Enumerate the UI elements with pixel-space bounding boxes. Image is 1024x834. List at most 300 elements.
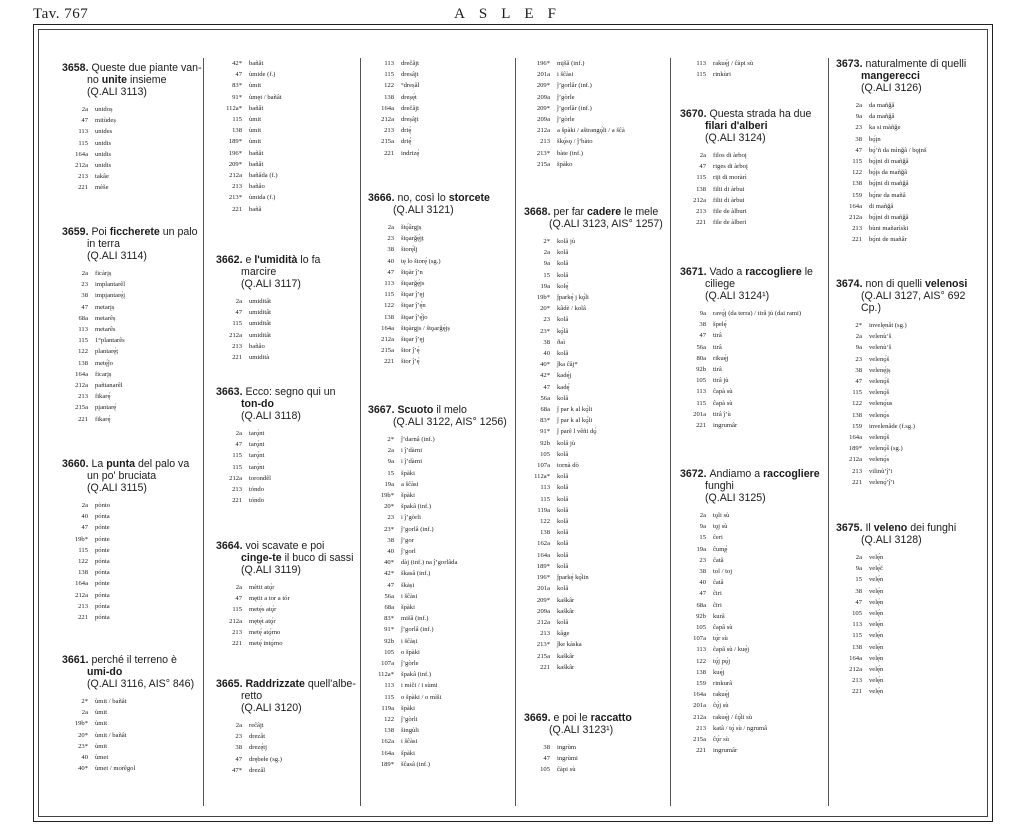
locality-code: 164a: [75, 580, 88, 588]
locality-code: 2a: [387, 447, 394, 455]
entry-heading: [62, 458, 202, 494]
dialect-row: [368, 256, 510, 267]
dialect-row: [680, 723, 825, 734]
locality-code: 212a: [537, 127, 550, 135]
dialect-form: ùmit / bañât: [95, 731, 127, 739]
dialect-row: [216, 103, 356, 114]
locality-code: 47: [543, 755, 550, 763]
locality-code: 213: [232, 486, 242, 494]
dialect-list: [368, 58, 510, 159]
locality-code: 68a: [78, 314, 88, 322]
locality-code: 107a: [537, 462, 550, 470]
dialect-form: reĉâjt: [249, 722, 264, 729]
dialect-form: bañâo: [249, 183, 265, 191]
entry-section: [368, 58, 510, 159]
locality-code: 213: [232, 183, 242, 191]
locality-code: 213: [696, 724, 706, 732]
dialect-row: [680, 644, 825, 655]
dialect-form: tarǫ́nt: [249, 463, 265, 471]
locality-code: 9a: [855, 113, 862, 121]
dialect-row: [680, 58, 825, 69]
dialect-form: špàki: [401, 749, 415, 757]
locality-code: 47: [235, 755, 242, 763]
dialect-row: [216, 114, 356, 125]
locality-code: 221: [78, 184, 88, 192]
dialect-row: [368, 636, 510, 647]
dialect-row: [216, 638, 356, 649]
entry-heading: [680, 468, 825, 504]
dialect-row: [216, 593, 356, 604]
dialect-row: [836, 664, 986, 675]
locality-code: 47: [235, 595, 242, 603]
dialect-form: ĵparkę́ j kǫ́li: [557, 294, 589, 302]
locality-code: 2a: [235, 722, 242, 729]
dialect-row: [524, 114, 666, 125]
locality-code: 68a: [696, 601, 706, 609]
dialect-row: [368, 501, 510, 512]
dialect-row: [524, 92, 666, 103]
dialect-row: [216, 159, 356, 170]
dialect-row: [368, 546, 510, 557]
locality-code: 212a: [229, 172, 242, 180]
entry-text: il buco di sassi: [281, 552, 354, 564]
entry-text: Ecco: segno qui un: [245, 386, 336, 398]
dialect-form: rikuę́j: [713, 354, 729, 362]
locality-code: 40*: [78, 765, 88, 773]
dialect-form: o špàki: [401, 648, 420, 656]
locality-code: 215a: [693, 736, 706, 744]
dialect-row: [524, 292, 666, 303]
dialect-form: velę́n: [869, 677, 884, 685]
locality-code: 164a: [75, 370, 88, 378]
locality-code: 113: [384, 60, 394, 67]
locality-code: 115: [696, 399, 706, 407]
dialect-form: implantarêl: [95, 281, 126, 289]
entry-keyword: raccatto: [590, 712, 632, 724]
dialect-row: [680, 734, 825, 745]
dialect-row: [62, 358, 202, 369]
dialect-form: ùmida (f.): [249, 194, 276, 202]
locality-code: 215a: [381, 138, 394, 146]
dialect-form: kolâ: [557, 473, 569, 481]
dialect-row: [62, 741, 202, 752]
dialect-form: 1°plantarês: [95, 337, 125, 345]
dialect-form: ùmit: [95, 742, 108, 750]
locality-code: 221: [696, 747, 706, 755]
locality-code: 23: [235, 733, 242, 741]
dialect-list: [680, 308, 825, 431]
entry-number: 3674.: [836, 278, 866, 290]
locality-code: 47: [81, 524, 88, 532]
dialect-row: [368, 613, 510, 624]
dialect-form: pónte: [95, 580, 110, 588]
dialect-row: [836, 320, 986, 331]
dialect-form: štor ĵ’ę́: [401, 347, 420, 355]
locality-code: 47: [387, 581, 394, 589]
locality-code: 105: [696, 624, 706, 632]
dialect-form: velę́n: [869, 654, 884, 662]
dialect-row: [524, 148, 666, 159]
entry-reference: (Q.ALI 3119): [241, 564, 301, 576]
dialect-form: fikarę́: [95, 415, 111, 423]
dialect-form: velenù’š: [869, 344, 892, 352]
locality-code: 105: [384, 648, 394, 656]
dialect-row: [62, 590, 202, 601]
locality-code: 122: [696, 657, 706, 665]
dialect-row: [836, 398, 986, 409]
dialect-row: [368, 557, 510, 568]
locality-code: 115: [232, 116, 242, 124]
dialect-row: [524, 651, 666, 662]
entry-heading: [62, 654, 202, 690]
locality-code: 91*: [540, 428, 550, 436]
dialect-form: mitùdeș: [95, 117, 116, 125]
dialect-row: [368, 658, 510, 669]
locality-code: 122: [540, 518, 550, 526]
dialect-row: [368, 524, 510, 535]
dialect-row: [62, 752, 202, 763]
dialect-form: bǫ́įni di mañǧâ: [869, 214, 909, 222]
entry-section: [524, 206, 666, 673]
dialect-form: riįi di moràrì: [713, 174, 747, 182]
locality-code: 164a: [693, 691, 706, 699]
locality-code: 221: [384, 358, 394, 366]
dialect-form: ùmit: [249, 82, 262, 90]
dialect-row: [836, 574, 986, 585]
locality-code: 213: [78, 173, 88, 181]
locality-code: 40*: [540, 361, 550, 369]
dialect-form: kolâ: [557, 618, 569, 626]
dialect-row: [62, 556, 202, 567]
locality-code: 122: [78, 348, 88, 356]
locality-code: 201a: [537, 71, 550, 79]
locality-code: 91*: [232, 93, 242, 101]
dialect-row: [680, 588, 825, 599]
entry-number: 3671.: [680, 266, 710, 278]
dialect-form: ĉiri: [713, 590, 722, 598]
dialect-form: šĉasâ (inf.): [401, 760, 430, 768]
locality-code: 107a: [693, 635, 706, 643]
dialect-row: [62, 313, 202, 324]
dialect-form: da mañǧâ: [869, 113, 895, 121]
entry-heading: [216, 678, 356, 714]
dialect-row: [524, 662, 666, 673]
dialect-form: kadę́j: [557, 372, 572, 380]
dialect-row: [368, 345, 510, 356]
dialect-form: pįantarę́: [95, 404, 117, 412]
dialect-form: velę́n: [869, 643, 884, 651]
dialect-form: drębełe (sg.): [249, 755, 282, 763]
locality-code: 212a: [849, 666, 862, 674]
locality-code: 2a: [699, 512, 706, 519]
page-header: [0, 6, 1024, 24]
dialect-form: metarįș: [95, 303, 115, 311]
dialect-row: [216, 80, 356, 91]
locality-code: 164a: [849, 202, 862, 210]
dialect-row: [836, 100, 986, 111]
dialect-row: [836, 354, 986, 365]
locality-code: 221: [852, 688, 862, 696]
dialect-row: [680, 678, 825, 689]
dialect-row: [836, 342, 986, 353]
dialect-form: štor ĵ’ę́: [401, 358, 420, 366]
dialect-form: ĵ’gòrle: [401, 660, 419, 668]
locality-code: 2a: [81, 709, 88, 717]
locality-code: 47: [235, 441, 242, 449]
locality-code: 56a: [540, 394, 550, 402]
locality-code: 221: [696, 219, 706, 227]
dialect-row: [524, 58, 666, 69]
locality-code: 115: [852, 158, 862, 166]
dialect-form: ingrumâr: [713, 747, 738, 755]
entry-number: 3663.: [216, 386, 246, 398]
dialect-row: [524, 538, 666, 549]
entry-heading: [368, 192, 510, 216]
dialect-form: kaškâr: [557, 596, 575, 604]
entry-keyword: l'umidità: [254, 254, 298, 266]
dialect-form: ĉǫ́j sù: [713, 702, 729, 710]
dialect-form: tarǫ́nt: [249, 430, 265, 437]
dialect-form: pónte: [95, 546, 110, 554]
entry-section: [836, 522, 986, 698]
locality-code: 162a: [381, 738, 394, 746]
dialect-form: velę́n: [869, 554, 884, 561]
entry-keyword: cadere: [587, 206, 622, 218]
dialect-row: [680, 69, 825, 80]
dialect-row: [680, 510, 825, 521]
entry-text: no, così lo: [397, 192, 449, 204]
dialect-form: špakâ (inf.): [401, 671, 432, 679]
locality-code: 213*: [536, 149, 550, 157]
locality-code: 213: [232, 628, 242, 636]
dialect-form: bàte (inf.): [557, 149, 583, 157]
dialect-form: velenǫ́š: [869, 434, 890, 442]
dialect-row: [368, 114, 510, 125]
locality-code: 115: [384, 71, 394, 79]
dialect-row: [62, 115, 202, 126]
dialect-row: [836, 156, 986, 167]
locality-code: 212a: [229, 474, 242, 482]
dialect-list: [836, 552, 986, 698]
dialect-row: [62, 324, 202, 335]
dialect-form: kolâ: [557, 350, 569, 358]
dialect-row: [216, 148, 356, 159]
dialect-list: [836, 320, 986, 488]
dialect-form: ðaì: [557, 338, 566, 346]
entry-text: quell'albe-retto: [241, 678, 356, 702]
dialect-form: velenǫ́s: [869, 456, 890, 464]
locality-code: 115: [696, 174, 706, 182]
entry-reference: (Q.ALI 3113): [87, 86, 147, 98]
dialect-form: plantarę́ț: [95, 348, 119, 356]
dialect-form: drezę́tj: [249, 744, 267, 752]
dialect-row: [216, 582, 356, 593]
dialect-row: [836, 443, 986, 454]
locality-code: 164a: [849, 654, 862, 662]
locality-code: 213: [78, 393, 88, 401]
locality-code: 9a: [855, 344, 862, 352]
locality-code: 138: [852, 411, 862, 419]
dialect-form: tirâ: [713, 332, 722, 340]
dialect-form: takâe: [95, 173, 109, 181]
dialect-row: [368, 136, 510, 147]
dialect-row: [368, 434, 510, 445]
dialect-form: velę́n: [869, 610, 884, 618]
locality-code: 2a: [855, 333, 862, 341]
plate-number: Tav. 767: [33, 6, 89, 22]
column-rule: [828, 58, 829, 806]
dialect-form: ĵ parê l vêñi dǫ́: [557, 428, 597, 436]
dialect-form: štǫ́ârgjș: [401, 224, 422, 231]
dialect-form: ùmit / bañât: [95, 698, 127, 705]
dialect-row: [216, 296, 356, 307]
locality-code: 38: [387, 246, 394, 254]
dialect-form: ĉapâ sù: [713, 624, 733, 632]
locality-code: 201a: [693, 410, 706, 418]
dialect-form: rakuę́j / ĉàpi sù: [713, 60, 754, 67]
dialect-form: štǫar ĵ’ę́ĵo: [401, 313, 428, 321]
dialect-form: vilinù’ĵ’i: [869, 467, 893, 475]
locality-code: 83*: [384, 615, 394, 623]
dialect-row: [216, 765, 356, 776]
dialect-form: ùmit: [95, 709, 108, 717]
dialect-form: velenǫ́s: [869, 411, 890, 419]
dialect-form: a šĉàsi: [401, 480, 419, 488]
dialect-row: [836, 201, 986, 212]
locality-code: 113: [78, 326, 88, 334]
dialect-row: [524, 471, 666, 482]
entry-reference: (Q.ALI 3127, AIS° 692 Cp.): [861, 290, 966, 314]
locality-code: 2a: [387, 224, 394, 231]
dialect-row: [836, 111, 986, 122]
entry-section: [62, 458, 202, 623]
locality-code: 213: [540, 138, 550, 146]
locality-code: 38: [81, 292, 88, 300]
locality-code: 113: [384, 682, 394, 690]
entry-number: 3668.: [524, 206, 554, 218]
dialect-form: ĵ’gorl: [401, 548, 416, 556]
locality-code: 212a: [381, 336, 394, 344]
dialect-row: [680, 611, 825, 622]
dialect-row: [524, 314, 666, 325]
dialect-form: ùmit: [249, 138, 262, 146]
entry-section: [216, 386, 356, 506]
locality-code: 19a: [540, 282, 550, 290]
locality-code: 209a: [537, 116, 550, 124]
dialect-list: [216, 582, 356, 649]
dialect-form: kolâ: [557, 495, 569, 503]
locality-code: 19b*: [536, 294, 550, 302]
locality-code: 92b: [696, 366, 706, 374]
dialect-row: [62, 696, 202, 707]
dialect-form: ĉapà sù: [713, 399, 733, 407]
dialect-row: [836, 432, 986, 443]
dialect-row: [524, 159, 666, 170]
locality-code: 47: [235, 309, 242, 317]
dialect-row: [836, 454, 986, 465]
dialect-form: umidità: [249, 354, 270, 362]
dialect-row: [62, 730, 202, 741]
dialect-row: [680, 330, 825, 341]
dialect-form: rakuę́j: [713, 691, 730, 699]
dialect-form: velenù’š: [869, 333, 892, 341]
locality-code: 115: [384, 693, 394, 701]
dialect-row: [524, 404, 666, 415]
dialect-form: velę́n: [869, 587, 884, 595]
dialect-form: tirâ: [713, 343, 722, 351]
dialect-form: kolâ: [557, 394, 569, 402]
locality-code: 138: [696, 185, 706, 193]
locality-code: 196*: [536, 60, 550, 67]
locality-code: 2a: [235, 430, 242, 437]
dialect-form: tarǫ́nt: [249, 441, 265, 449]
locality-code: 113: [78, 128, 88, 136]
dialect-list: [368, 222, 510, 368]
dialect-form: kolâ: [557, 506, 569, 514]
locality-code: 23: [855, 124, 862, 132]
dialect-list: [680, 58, 825, 80]
locality-code: 23: [387, 514, 394, 522]
dialect-form: ĵparkę́ kǫ́lin: [557, 574, 589, 582]
dialect-form: štǫar ĵ’ę́n: [401, 302, 426, 310]
dialect-row: [368, 244, 510, 255]
dialect-row: [524, 628, 666, 639]
locality-code: 20*: [78, 731, 88, 739]
dialect-form: mètit atǫ́r: [249, 584, 275, 591]
locality-code: 119a: [537, 506, 550, 514]
locality-code: 159: [852, 191, 862, 199]
dialect-form: velenǫ́us: [869, 400, 893, 408]
dialect-row: [524, 258, 666, 269]
dialect-form: kolâ: [557, 249, 569, 257]
dialect-row: [836, 212, 986, 223]
dialect-form: tǫj sù: [713, 523, 728, 531]
dialect-row: [524, 426, 666, 437]
dialect-row: [524, 136, 666, 147]
dialect-row: [680, 217, 825, 228]
dialect-form: škàși: [401, 581, 415, 589]
dialect-row: [368, 356, 510, 367]
dialect-row: [368, 323, 510, 334]
entry-section: [524, 58, 666, 170]
dialect-form: pónta: [95, 602, 110, 610]
dialect-row: [216, 69, 356, 80]
entry-number: 3675.: [836, 522, 866, 534]
dialect-form: invelęnât (sg.): [869, 322, 907, 329]
dialect-row: [62, 182, 202, 193]
entry-reference: (Q.ALI 3123, AIS° 1257): [549, 218, 663, 230]
dialect-form: bǫ́įn: [869, 135, 881, 143]
locality-code: 119a: [381, 704, 394, 712]
dialect-form: ĵ’gor: [401, 536, 414, 544]
dialect-row: [836, 586, 986, 597]
dialect-row: [680, 532, 825, 543]
locality-code: 213: [384, 127, 394, 135]
entry-number: 3660.: [62, 458, 92, 470]
entry-text: La: [91, 458, 107, 470]
dialect-row: [62, 763, 202, 774]
locality-code: 221: [696, 422, 706, 430]
dialect-form: kaškâr: [557, 607, 575, 615]
dialect-row: [524, 583, 666, 594]
dialect-form: umiditât: [249, 298, 271, 305]
dialect-form: torondêl: [249, 474, 271, 482]
dialect-row: [368, 680, 510, 691]
locality-code: 221: [232, 640, 242, 648]
dialect-row: [62, 511, 202, 522]
dialect-row: [836, 387, 986, 398]
dialect-form: pónta: [95, 513, 110, 521]
